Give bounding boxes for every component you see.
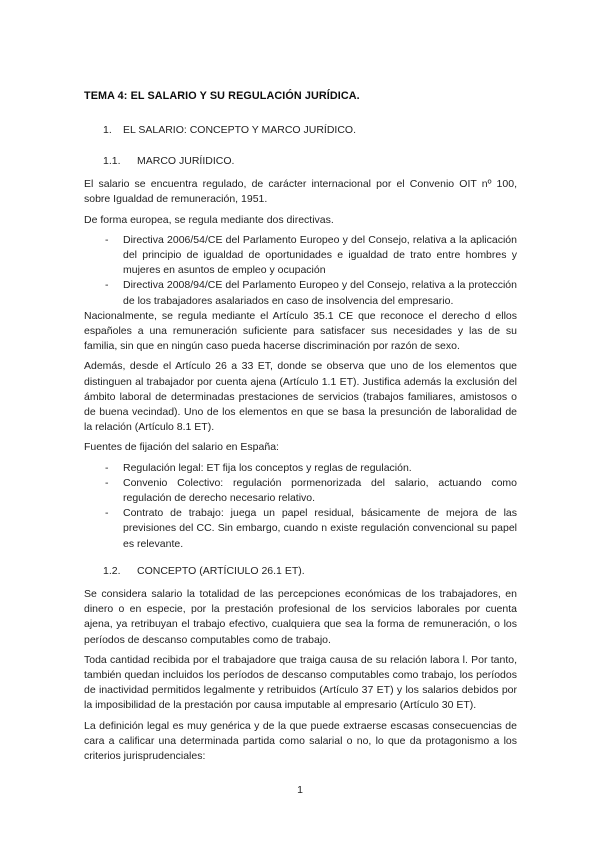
fuentes-list bbox=[84, 461, 517, 552]
dash-bullet-marker: - bbox=[105, 279, 109, 292]
directivas-list bbox=[84, 233, 517, 309]
document-title: TEMA 4: EL SALARIO Y SU REGULACIÓN JURÍDICA. bbox=[84, 90, 360, 102]
dash-bullet-marker: - bbox=[105, 476, 109, 489]
paragraph-articulos-et: Además, desde el Artículo 26 a 33 ET, donde se observa que uno de los elementos que distinguen al trabajador por cuenta ajena (Artículo 1.1 ET). Justifica además la exclusión del ámbito laboral de determinadas prestaciones de servicios (trabajos familiares, amistosos o de buena vecindad). Uno de los elementos en que se basa la presunción de laboralidad de la relación (Artículo 8.1 ET). bbox=[84, 360, 517, 434]
heading-section-1 bbox=[84, 123, 517, 138]
list-item-text: Contrato de trabajo: juega un papel residual, básicamente de mejora de las previsiones del CC. Sin embargo, cuando n existe regulación convencional su papel es relevante. bbox=[123, 507, 517, 550]
heading-section-1-1-number: 1.1. bbox=[103, 154, 121, 167]
list-item-directiva-2006 bbox=[84, 233, 517, 279]
heading-section-1-1 bbox=[84, 154, 517, 169]
list-item-text: Convenio Colectivo: regulación pormenorizada del salario, actuando como regulación de derecho necesario relativo. bbox=[123, 476, 517, 504]
dash-bullet-marker: - bbox=[105, 507, 109, 520]
list-item-text: Directiva 2008/94/CE del Parlamento Europeo y del Consejo, relativa a la protección de los trabajadores asalariados en caso de insolvencia del empresario. bbox=[123, 279, 517, 307]
paragraph-marco-nacional: Nacionalmente, se regula mediante el Artículo 35.1 CE que reconoce el derecho d ellos españoles a una remuneración suficiente para satisfacer sus necesidades y las de su familia, sin que en ningún caso pueda hacerse discriminación por razón de sexo. bbox=[84, 309, 517, 353]
paragraph-toda-cantidad: Toda cantidad recibida por el trabajadore que traiga causa de su relación labora l. Por tanto, también quedan incluidos los períodos de descanso computables como trabajo, los períodos de inactividad permitidos legalmente y retribuidos (Artículo 37 ET) y los salarios debidos por la imposibilidad de la prestación por causa imputable al empresario (Artículo 30 ET). bbox=[84, 653, 517, 712]
paragraph-marco-internacional: El salario se encuentra regulado, de carácter internacional por el Convenio OIT nº 100, sobre Igualdad de remuneración, 1951. bbox=[84, 178, 517, 206]
heading-section-1-2-number: 1.2. bbox=[103, 564, 121, 577]
list-item-text: Regulación legal: ET fija los conceptos y reglas de regulación. bbox=[123, 461, 412, 474]
heading-section-1-2 bbox=[84, 564, 517, 579]
heading-section-1-text: EL SALARIO: CONCEPTO Y MARCO JURÍDICO. bbox=[123, 124, 356, 137]
list-item-text: Directiva 2006/54/CE del Parlamento Europeo y del Consejo, relativa a la aplicación del principio de igualdad de oportunidades e igualdad de trato entre hombres y mujeres en asuntos de empleo y ocupación bbox=[123, 233, 517, 277]
paragraph-definicion-salario: Se considera salario la totalidad de las percepciones económicas de los trabajadores, en dinero o en especie, por la prestación profesional de los servicios laborales por cuenta ajena, ya retribuyan el trabajo efectivo, cualquiera que sea la forma de remuneración, o los períodos de descanso computables como de trabajo. bbox=[84, 587, 517, 646]
heading-section-1-2-text: CONCEPTO (ARTÍCIULO 26.1 ET). bbox=[137, 564, 305, 577]
list-item-directiva-2008 bbox=[84, 278, 517, 308]
paragraph-fuentes-intro: Fuentes de fijación del salario en España: bbox=[84, 441, 279, 454]
list-item-convenio-colectivo bbox=[84, 476, 517, 506]
paragraph-marco-europeo: De forma europea, se regula mediante dos directivas. bbox=[84, 213, 334, 226]
heading-section-1-number: 1. bbox=[103, 124, 112, 137]
dash-bullet-marker: - bbox=[105, 233, 109, 246]
dash-bullet-marker: - bbox=[105, 461, 109, 474]
paragraph-definicion-generica: La definición legal es muy genérica y de la que puede extraerse escasas consecuencias de cara a calificar una determinada partida como salarial o no, lo que da protagonismo a los criterios jurisprudenciales: bbox=[84, 719, 517, 763]
list-item-regulacion-legal bbox=[84, 461, 517, 476]
heading-section-1-1-text: MARCO JURÍIDICO. bbox=[137, 154, 235, 167]
list-item-contrato-trabajo bbox=[84, 506, 517, 552]
page-number: 1 bbox=[297, 784, 303, 796]
